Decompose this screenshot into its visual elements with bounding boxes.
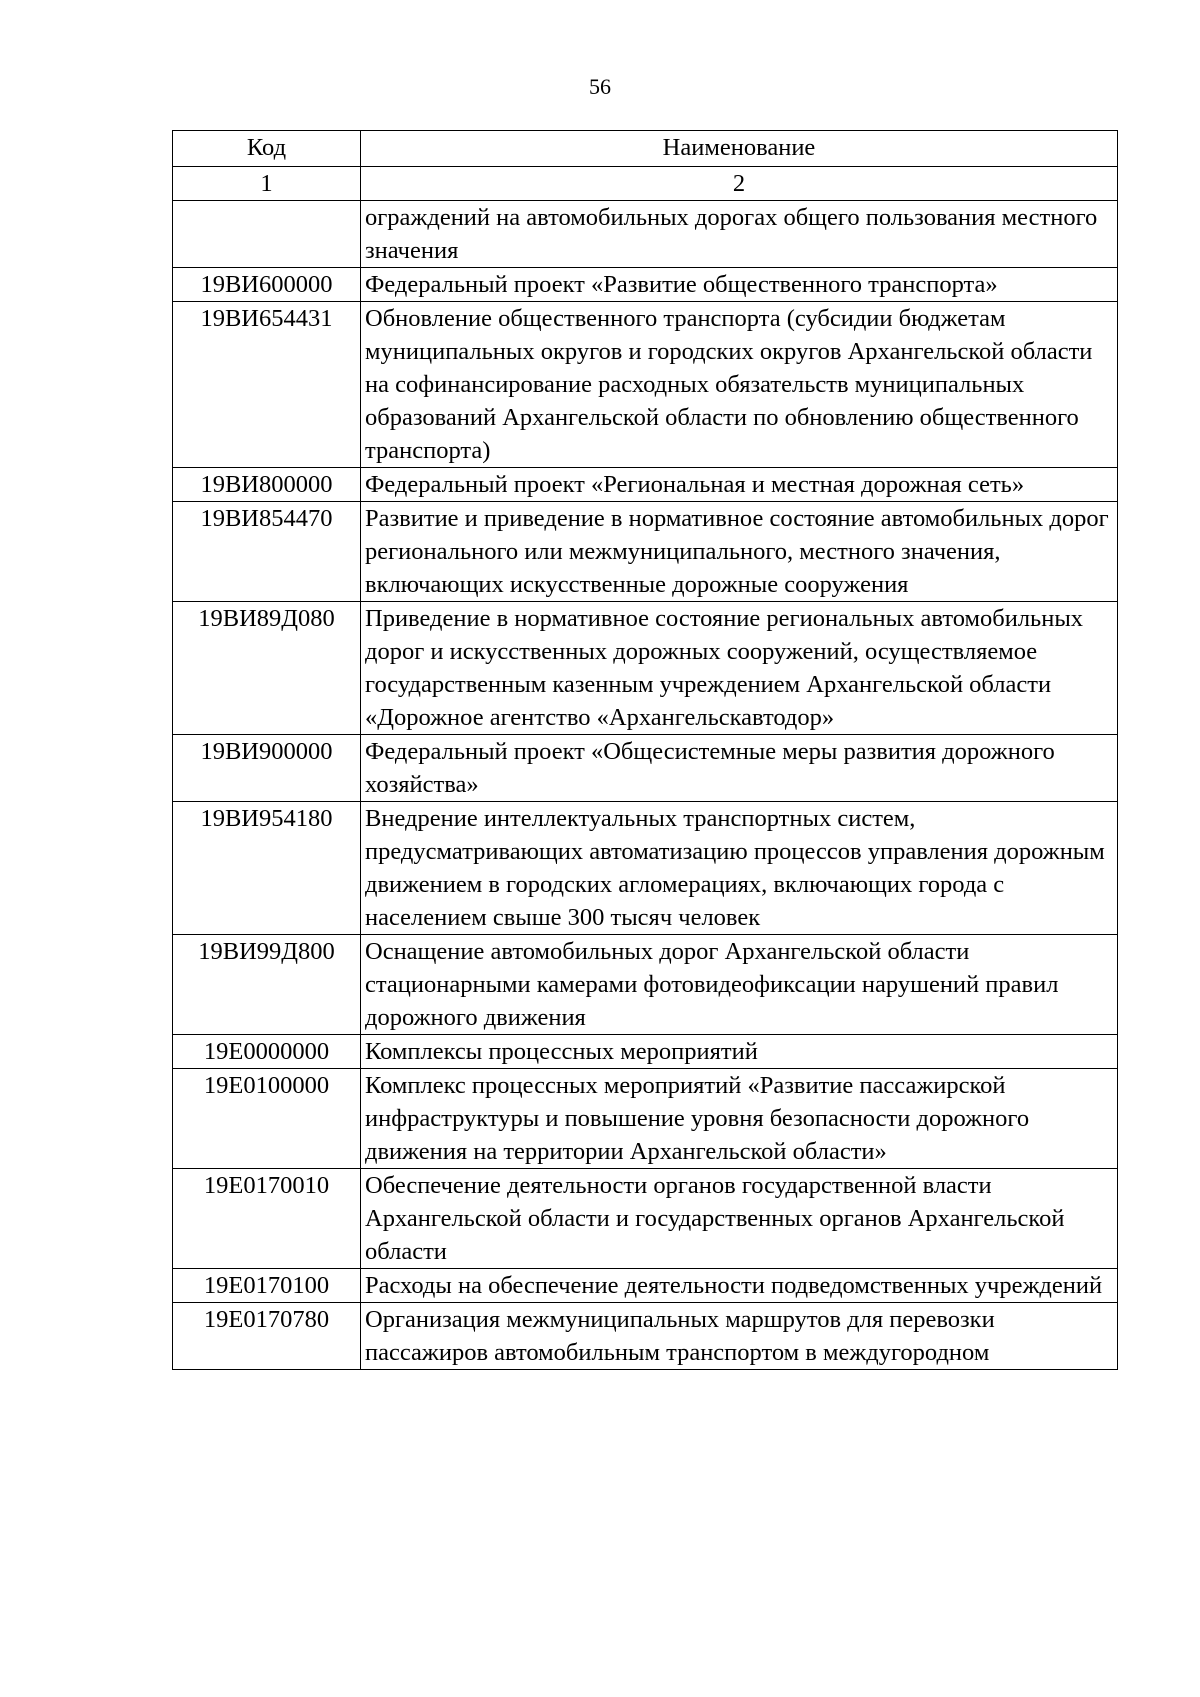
table-row	[173, 502, 1118, 602]
row-code: 19ВИ89Д080	[173, 602, 361, 735]
table-row	[173, 268, 1118, 302]
row-name: ограждений на автомобильных дорогах общего пользования местного значения	[361, 201, 1118, 268]
table-header-row	[173, 131, 1118, 167]
table-row	[173, 201, 1118, 268]
row-name: Обновление общественного транспорта (субсидии бюджетам муниципальных округов и городских округов Архангельской области на софинансирование расходных обязательств муниципальных образований Архангельской области по обновлению общественного транспорта)	[361, 302, 1118, 468]
row-code: 19ВИ900000	[173, 735, 361, 802]
row-code: 19Е0000000	[173, 1035, 361, 1069]
table-row	[173, 1069, 1118, 1169]
row-name: Обеспечение деятельности органов государственной власти Архангельской области и государственных органов Архангельской области	[361, 1169, 1118, 1269]
column-number-name: 2	[361, 167, 1118, 201]
page-number: 56	[589, 74, 611, 99]
row-code: 19ВИ954180	[173, 802, 361, 935]
row-name: Федеральный проект «Развитие общественного транспорта»	[361, 268, 1118, 302]
row-code	[173, 201, 361, 268]
table-row	[173, 735, 1118, 802]
row-code: 19ВИ800000	[173, 468, 361, 502]
row-code: 19ВИ854470	[173, 502, 361, 602]
row-name: Федеральный проект «Общесистемные меры развития дорожного хозяйства»	[361, 735, 1118, 802]
row-name: Внедрение интеллектуальных транспортных систем, предусматривающих автоматизацию процессов управления дорожным движением в городских агломерациях, включающих города с населением свыше 300 тысяч человек	[361, 802, 1118, 935]
row-code: 19Е0170100	[173, 1269, 361, 1303]
row-code: 19Е0100000	[173, 1069, 361, 1169]
row-name: Приведение в нормативное состояние региональных автомобильных дорог и искусственных дорожных сооружений, осуществляемое государственным казенным учреждением Архангельской области «Дорожное агентство «Архангельскавтодор»	[361, 602, 1118, 735]
code-table	[172, 130, 1118, 1370]
table-row	[173, 1169, 1118, 1269]
row-name: Комплексы процессных мероприятий	[361, 1035, 1118, 1069]
table-row	[173, 1303, 1118, 1370]
header-code: Код	[173, 131, 361, 167]
table-row	[173, 302, 1118, 468]
row-code: 19Е0170780	[173, 1303, 361, 1370]
table-row	[173, 468, 1118, 502]
row-code: 19ВИ600000	[173, 268, 361, 302]
table-row	[173, 602, 1118, 735]
table-row	[173, 1035, 1118, 1069]
row-name: Организация межмуниципальных маршрутов для перевозки пассажиров автомобильным транспортом в междугородном	[361, 1303, 1118, 1370]
row-code: 19Е0170010	[173, 1169, 361, 1269]
table-row	[173, 1269, 1118, 1303]
row-name: Федеральный проект «Региональная и местная дорожная сеть»	[361, 468, 1118, 502]
table-row	[173, 802, 1118, 935]
header-name: Наименование	[361, 131, 1118, 167]
row-name: Оснащение автомобильных дорог Архангельской области стационарными камерами фотовидеофиксации нарушений правил дорожного движения	[361, 935, 1118, 1035]
column-number-row	[173, 167, 1118, 201]
row-name: Развитие и приведение в нормативное состояние автомобильных дорог регионального или межмуниципального, местного значения, включающих искусственные дорожные сооружения	[361, 502, 1118, 602]
row-name: Комплекс процессных мероприятий «Развитие пассажирской инфраструктуры и повышение уровня безопасности дорожного движения на территории Архангельской области»	[361, 1069, 1118, 1169]
table-row	[173, 935, 1118, 1035]
row-name: Расходы на обеспечение деятельности подведомственных учреждений	[361, 1269, 1118, 1303]
row-code: 19ВИ99Д800	[173, 935, 361, 1035]
column-number-code: 1	[173, 167, 361, 201]
row-code: 19ВИ654431	[173, 302, 361, 468]
